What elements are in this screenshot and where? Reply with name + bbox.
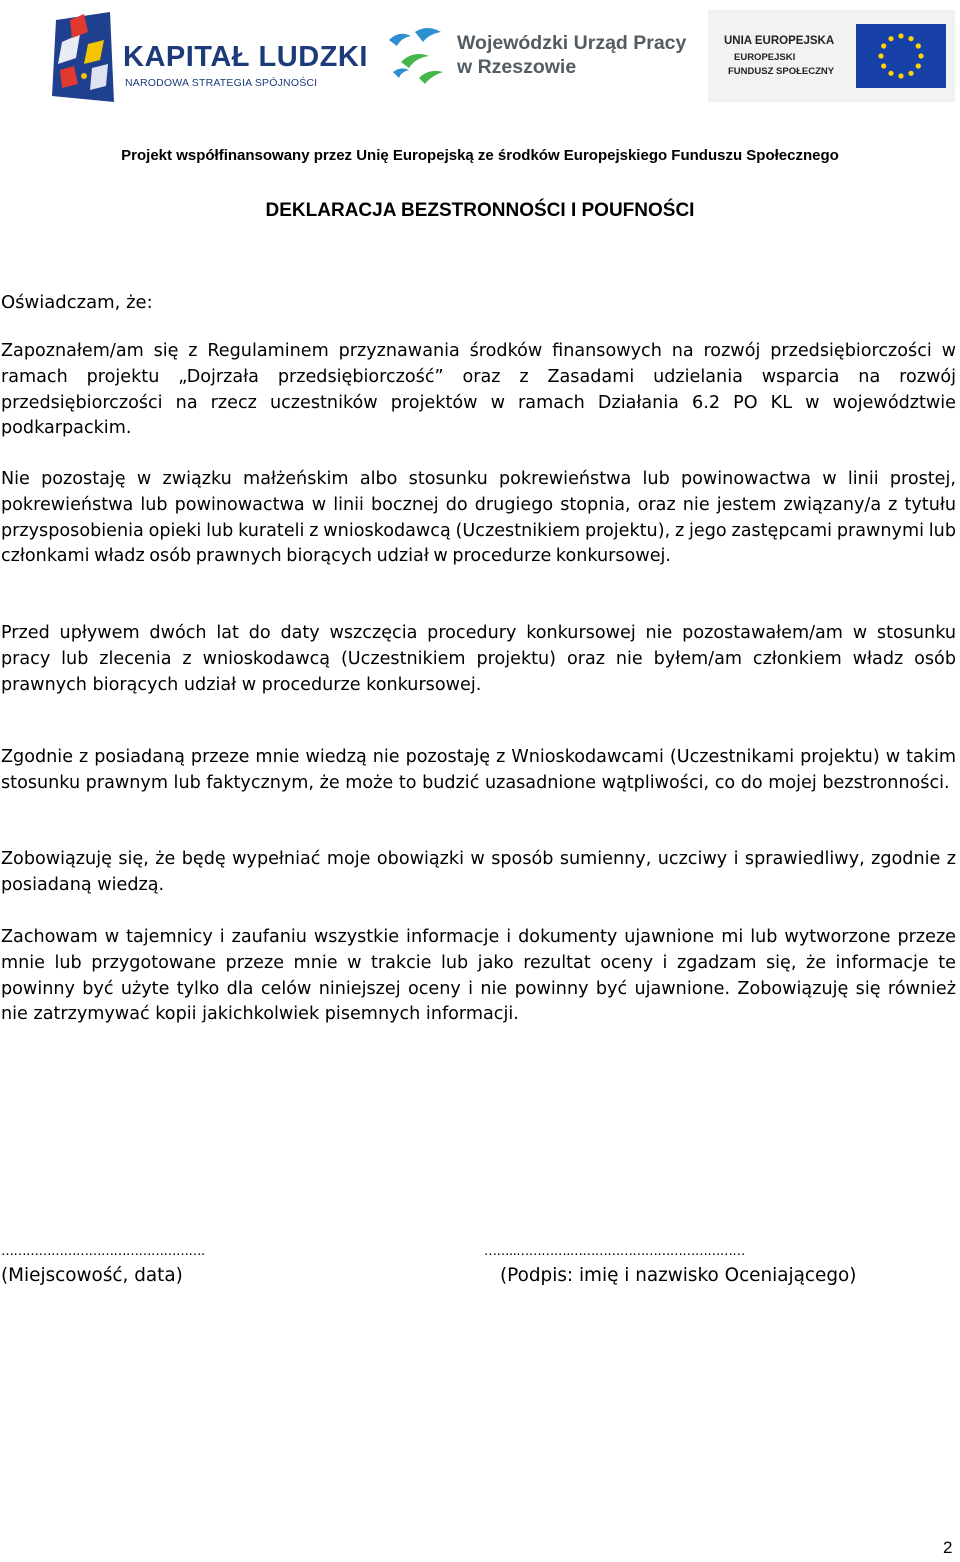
eu-logo bbox=[708, 10, 955, 102]
document-title: DEKLARACJA BEZSTRONNOŚCI I POUFNOŚCI bbox=[265, 200, 695, 221]
paragraph-impartiality: Zgodnie z posiadaną przeze mnie wiedzą nie pozostaję z Wnioskodawcami (Uczestnikami projektu) w takim stosunku prawnym lub faktycznym, że może to budzić uzasadnione wątpliwości, co do mojej bezstronności. bbox=[1, 747, 956, 793]
eu-name-line2: EUROPEJSKI bbox=[734, 52, 796, 63]
wup-name-line2: w Rzeszowie bbox=[457, 56, 577, 78]
paragraph-regulations: Zapoznałem/am się z Regulaminem przyznawania środków finansowych na rozwój przedsiębiorczości w ramach projektu „Dojrzała przedsiębiorczość” oraz z Zasadami udzielania wsparcia na rozwój przedsiębiorczości na rzecz uczestników projektów w ramach Działania 6.2 PO KL w województwie podkarpackim. bbox=[1, 341, 956, 439]
cofinancing-note: Projekt współfinansowany przez Unię Europejską ze środków Europejskiego Funduszu Społecznego bbox=[121, 147, 839, 164]
paragraph-no-employment: Przed upływem dwóch lat do daty wszczęcia procedury konkursowej nie pozostawałem/am w stosunku pracy lub zlecenia z wnioskodawcą (Uczestnikiem projektu) oraz nie byłem/am członkiem władz osób prawnych biorących udział w procedurze konkursowej. bbox=[1, 623, 956, 695]
paragraph-no-relation: Nie pozostaję w związku małżeńskim albo stosunku pokrewieństwa lub powinowactwa w linii prostej, pokrewieństwa lub powinowactwa w linii bocznej do drugiego stopnia, oraz nie jestem związany/a z tytułu przysposobienia opieki lub kurateli z wnioskodawcą (Uczestnikiem projektu), z jego zastępcami prawnymi lub członkami władz osób prawnych biorących udział w procedurze konkursowej. bbox=[1, 469, 956, 567]
signature-label: (Podpis: imię i nazwisko Oceniającego) bbox=[500, 1265, 857, 1286]
signature-line: ……..………….…………………………………… bbox=[484, 1244, 745, 1259]
place-date-label: (Miejscowość, data) bbox=[1, 1265, 183, 1286]
intro-statement: Oświadczam, że: bbox=[1, 292, 153, 313]
logo-bar bbox=[0, 0, 960, 110]
wup-logo bbox=[385, 22, 685, 92]
page-number: 2 bbox=[943, 1538, 953, 1557]
kapital-ludzki-name: KAPITAŁ LUDZKI bbox=[123, 41, 368, 73]
wup-name-line1: Wojewódzki Urząd Pracy bbox=[457, 32, 687, 54]
kapital-ludzki-subtitle: NARODOWA STRATEGIA SPÓJNOŚCI bbox=[125, 77, 318, 89]
birds-icon bbox=[385, 22, 453, 92]
kapital-ludzki-emblem-icon bbox=[50, 12, 116, 102]
place-date-line: …………………………………………. bbox=[1, 1244, 205, 1259]
eu-name-line3: FUNDUSZ SPOŁECZNY bbox=[728, 66, 835, 77]
paragraph-confidentiality: Zachowam w tajemnicy i zaufaniu wszystkie informacje i dokumenty ujawnione mi lub wytworzone przeze mnie lub przygotowane przeze mnie w trakcie lub jako rezultat oceny i zgadzam się, że informacje te powinny być użyte tylko dla celów niniejszej oceny i nie powinny być ujawnione. Zobowiązuję się również nie zatrzymywać kopii jakichkolwiek pisemnych informacji. bbox=[1, 927, 956, 1025]
paragraph-duties: Zobowiązuję się, że będę wypełniać moje obowiązki w sposób sumienny, uczciwy i sprawiedliwy, zgodnie z posiadaną wiedzą. bbox=[1, 849, 956, 895]
eu-flag-icon bbox=[856, 24, 946, 88]
kapital-ludzki-logo bbox=[50, 12, 368, 102]
eu-name-line1: UNIA EUROPEJSKA bbox=[724, 35, 835, 47]
